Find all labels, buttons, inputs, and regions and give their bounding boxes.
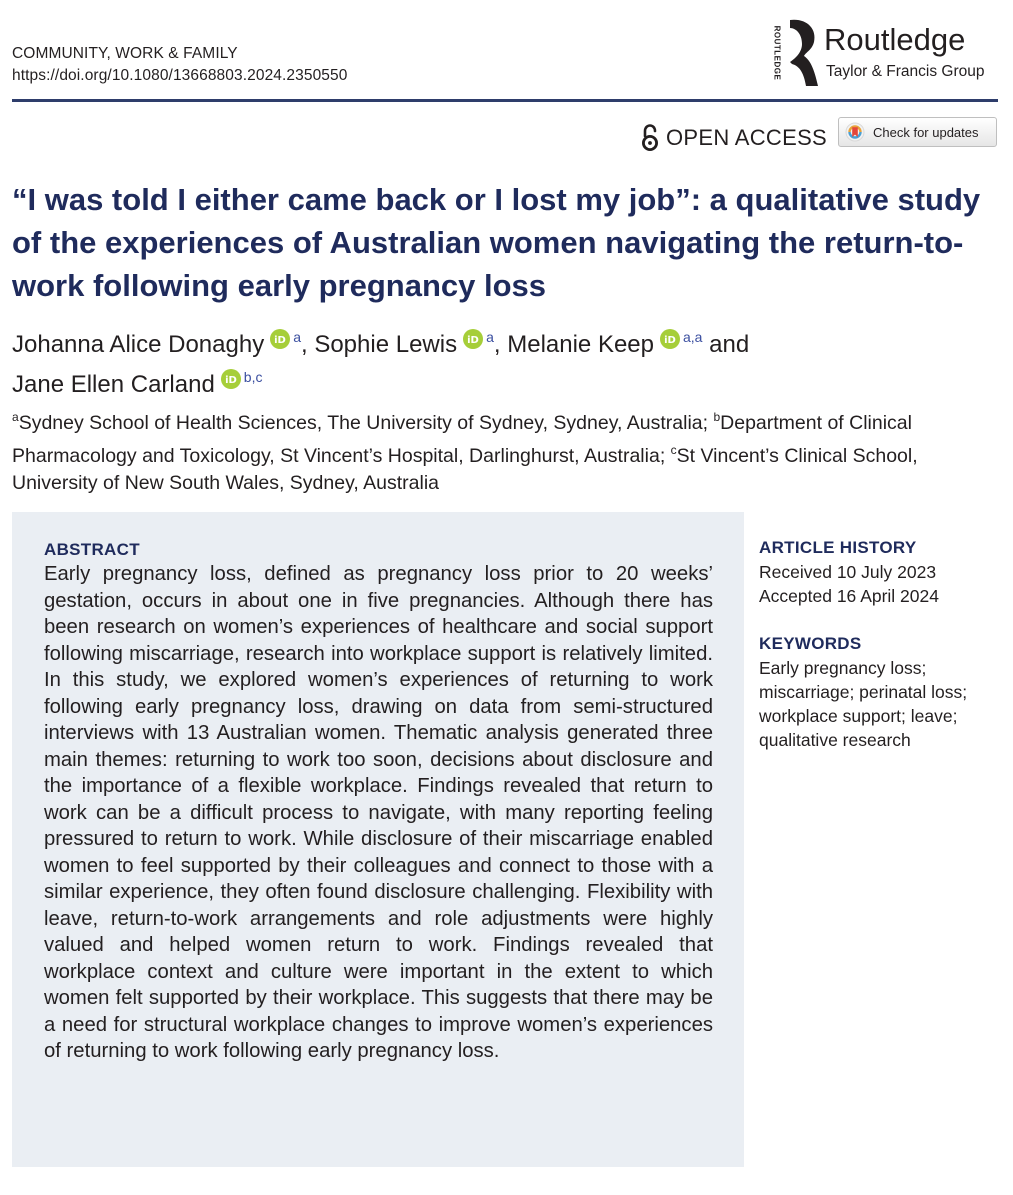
routledge-head-icon	[784, 18, 820, 88]
affiliations	[12, 404, 1002, 497]
orcid-icon[interactable]	[660, 329, 680, 349]
publisher-name: Routledge	[824, 22, 966, 57]
orcid-icon[interactable]	[221, 369, 241, 389]
article-history-heading: ARTICLE HISTORY	[759, 538, 917, 557]
affiliation-text: St Vincent’s Clinical School, University of New South Wales, Sydney, Australia	[12, 445, 918, 494]
author-separator: ,	[300, 331, 315, 358]
svg-text:iD: iD	[664, 335, 676, 346]
keywords-list: Early pregnancy loss; miscarriage; perinatal loss; workplace support; leave; qualitative research	[759, 658, 968, 750]
open-access-label: OPEN ACCESS	[666, 125, 828, 150]
accepted-date: Accepted 16 April 2024	[759, 586, 939, 606]
article-sidebar	[759, 536, 1004, 752]
publisher-logo	[770, 18, 1002, 88]
article-title: “I was told I either came back or I lost my job”: a qualitative study of the experiences of Australian women navigating the return-to-work following early pregnancy loss	[12, 182, 981, 303]
keywords-heading: KEYWORDS	[759, 634, 862, 653]
author-name[interactable]: Johanna Alice Donaghy	[12, 331, 265, 358]
publisher-vertical-label: ROUTLEDGE	[772, 25, 782, 81]
open-access-icon	[640, 124, 660, 152]
svg-text:iD: iD	[467, 335, 479, 346]
abstract-heading: ABSTRACT	[44, 540, 140, 559]
crossmark-icon	[845, 122, 865, 142]
affiliation-mark: c	[670, 443, 677, 457]
check-for-updates-button[interactable]	[838, 117, 997, 147]
orcid-icon[interactable]	[463, 329, 483, 349]
orcid-icon[interactable]	[270, 329, 290, 349]
author-name[interactable]: Melanie Keep	[507, 331, 654, 358]
affiliation-text: Sydney School of Health Sciences, The University of Sydney, Sydney, Australia;	[18, 412, 714, 434]
open-access-badge	[640, 122, 827, 154]
author-name[interactable]: Sophie Lewis	[314, 331, 458, 358]
author-affiliation-mark: a,a	[683, 329, 703, 345]
author-separator: ,	[493, 331, 508, 358]
affiliation-mark: a	[12, 410, 19, 424]
svg-text:iD: iD	[224, 375, 237, 386]
journal-header	[12, 43, 347, 87]
abstract-panel	[12, 512, 744, 1167]
author-affiliation-mark: a	[486, 329, 494, 345]
doi-link[interactable]: https://doi.org/10.1080/13668803.2024.2350550	[12, 67, 348, 84]
check-for-updates-label: Check for updates	[873, 124, 979, 140]
author-separator: and	[702, 331, 750, 358]
affiliation-text: Department of Clinical Pharmacology and Toxicology, St Vincent’s Hospital, Darlinghurst, Australia;	[12, 412, 912, 467]
author-affiliation-mark: b,c	[243, 369, 263, 385]
publisher-group: Taylor & Francis Group	[826, 63, 985, 80]
abstract-text: Early pregnancy loss, defined as pregnancy loss prior to 20 weeks’ gestation, occurs in about one in five pregnancies. Although there has been research on women’s experiences of healthcare and social support following miscarriage, research into workplace support is relatively limited. In this study, we explored women’s experiences of returning to work following early pregnancy loss, drawing on data from semi-structured interviews with 13 Australian women. Thematic analysis generated three main themes: returning to work too soon, decisions about disclosure and the importance of a flexible workplace. Findings revealed that return to work can be a difficult process to navigate, with many reporting feeling pressured to return to work. While disclosure of their miscarriage enabled women to feel supported by their colleagues and connect to those with a similar experience, they often found disclosure challenging. Flexibility with leave, return-to-work arrangements and role adjustments were highly valued and helped women return to work. Findings revealed that workplace context and culture were important in the extent to which women felt supported by their workplace. This suggests that there may be a need for structural workplace changes to improve women’s experiences of returning to work following early pregnancy loss.	[44, 563, 713, 1062]
affiliation-mark: b	[713, 410, 721, 424]
author-name[interactable]: Jane Ellen Carland	[12, 371, 215, 398]
svg-text:iD: iD	[274, 335, 287, 346]
author-list	[12, 321, 1002, 401]
journal-name: COMMUNITY, WORK & FAMILY	[12, 45, 238, 62]
header-rule	[12, 99, 998, 102]
received-date: Received 10 July 2023	[759, 562, 937, 582]
author-affiliation-mark: a	[293, 329, 301, 345]
